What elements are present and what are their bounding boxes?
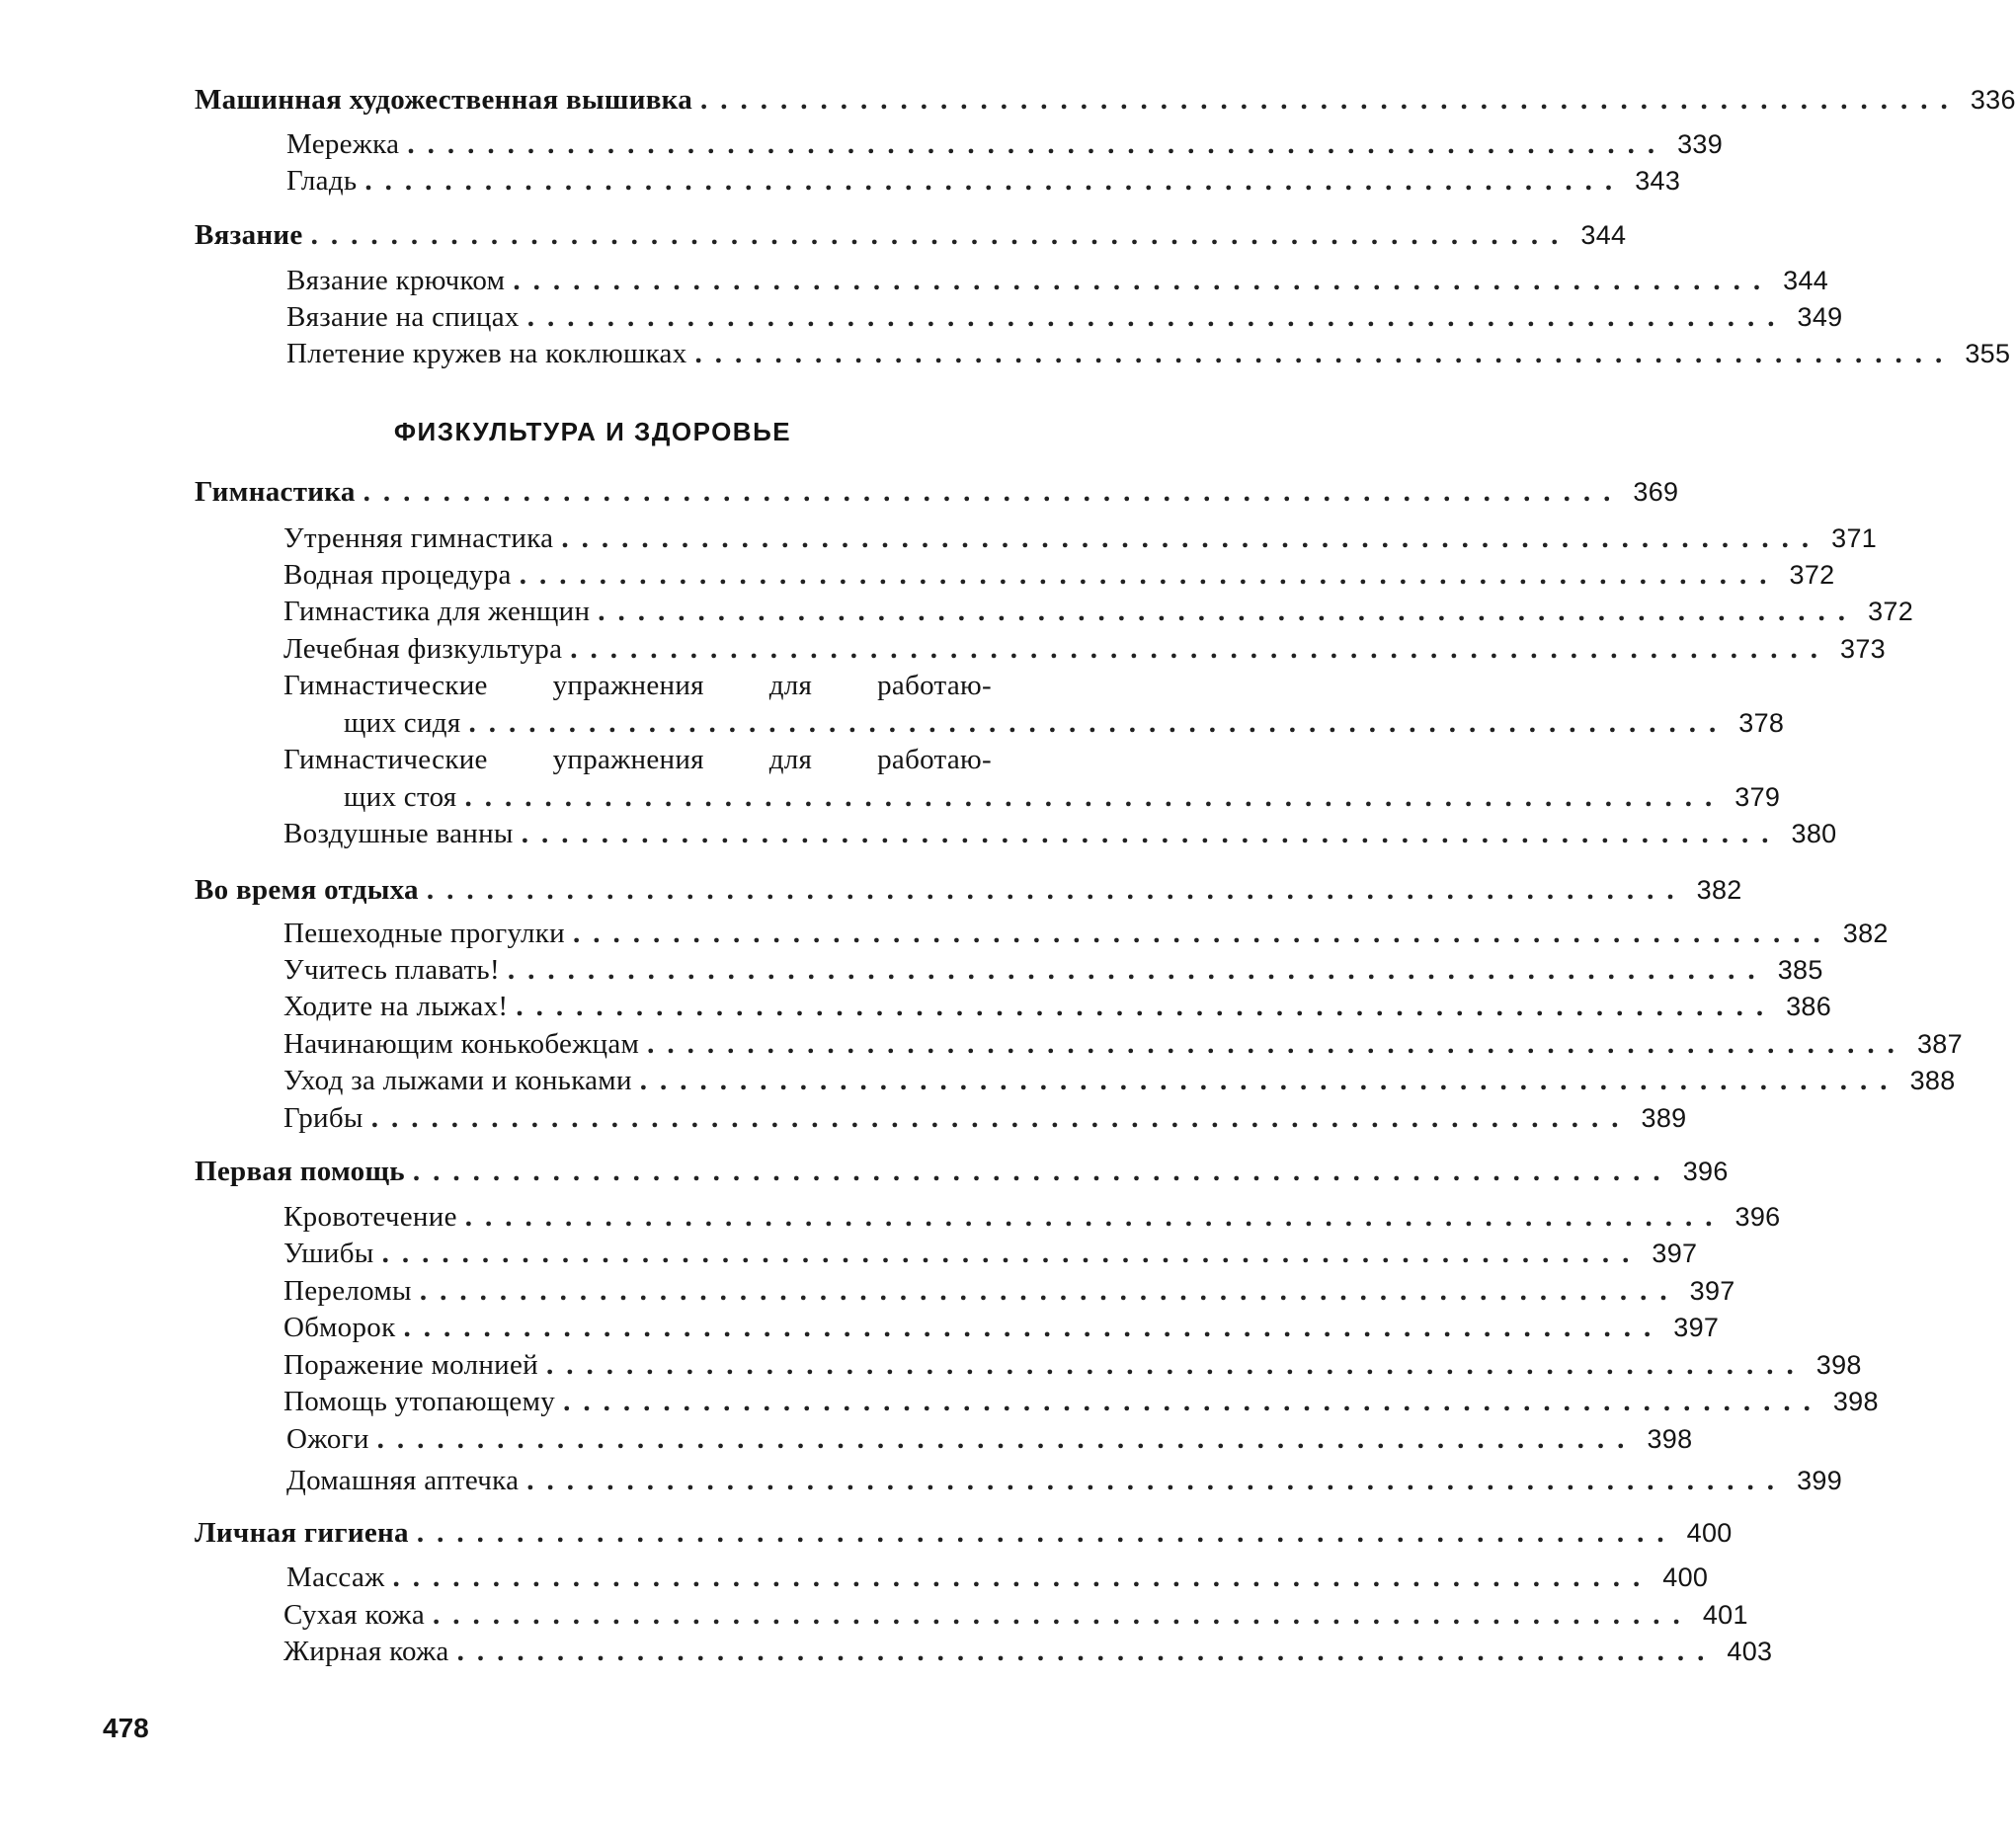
entry-title: Кровотечение (283, 1201, 457, 1233)
entry-title: Лечебная физкультура (283, 633, 563, 665)
toc-subentry (286, 300, 1843, 334)
entry-title: Сухая кожа (283, 1599, 426, 1631)
dot-leader: ............................................................... (519, 559, 1780, 591)
dot-leader: ............................................................... (570, 633, 1830, 665)
toc-subentry (283, 1101, 1687, 1135)
entry-title: Жирная кожа (283, 1636, 449, 1667)
entry-page: 399 (1797, 1466, 1843, 1495)
entry-title: Личная гигиена (195, 1517, 409, 1549)
dot-leader: ............................................................... (573, 918, 1833, 949)
toc-subentry (283, 953, 1823, 987)
entry-title: Утренняя гимнастика (283, 522, 554, 554)
dot-leader: ............................................................... (310, 219, 1572, 251)
entry-title: Гимнастика (195, 476, 356, 508)
toc-subentry-wrapped-line2 (344, 780, 1781, 814)
entry-title: Начинающим конькобежцам (283, 1028, 640, 1060)
dot-leader: ............................................................... (507, 954, 1768, 986)
entry-word: работаю- (877, 744, 992, 775)
entry-page: 372 (1868, 597, 1914, 626)
toc-entry-knitting (195, 218, 1627, 252)
dot-leader: ............................................................... (521, 818, 1782, 849)
toc-subentry (286, 1422, 1693, 1456)
toc-subentry (286, 264, 1829, 297)
toc-subentry (286, 337, 2011, 370)
entry-page: 398 (1815, 1350, 1862, 1380)
toc-subentry (283, 1064, 1956, 1097)
dot-leader: ............................................................... (363, 476, 1624, 508)
entry-title: Уход за лыжами и коньками (283, 1065, 632, 1096)
entry-title: Грибы (283, 1102, 363, 1134)
dot-leader: ............................................................... (598, 596, 1859, 627)
entry-page: 380 (1791, 819, 1837, 848)
entry-title: Гимнастика для женщин (283, 596, 591, 627)
toc-subentry-wrapped-line1 (283, 743, 992, 776)
entry-title: Во время отдыха (195, 874, 419, 906)
dot-leader: ............................................................... (516, 991, 1777, 1022)
entry-page: 400 (1662, 1562, 1709, 1592)
dot-leader: ............................................................... (376, 1423, 1638, 1455)
entry-word: Гимнастические (283, 744, 488, 775)
toc-subentry (283, 917, 1889, 950)
entry-page: 349 (1797, 302, 1843, 332)
entry-title: Водная процедура (283, 559, 512, 591)
dot-leader: ............................................................... (370, 1102, 1632, 1134)
dot-leader: ............................................................... (694, 338, 1956, 369)
dot-leader: ............................................................... (563, 1386, 1823, 1417)
entry-title: щих сидя (344, 707, 461, 739)
dot-leader: ............................................................... (526, 301, 1788, 333)
toc-entry-hygiene (195, 1516, 1733, 1550)
toc-subentry (283, 1027, 1963, 1061)
dot-leader: ............................................................... (464, 1201, 1726, 1233)
toc-subentry (283, 558, 1835, 592)
entry-page: 382 (1696, 875, 1742, 905)
dot-leader: ............................................................... (545, 1349, 1807, 1381)
toc-subentry (286, 127, 1724, 161)
toc-subentry-wrapped-line1 (283, 669, 992, 702)
toc-subentry (283, 817, 1837, 850)
entry-title: Ожоги (286, 1423, 369, 1455)
entry-word: работаю- (877, 670, 992, 701)
dot-leader: ............................................................... (433, 1599, 1693, 1631)
entry-page: 385 (1777, 955, 1823, 985)
toc-subentry (283, 1200, 1781, 1234)
toc-subentry-wrapped-line2 (344, 706, 1785, 740)
toc-subentry (283, 1237, 1698, 1270)
entry-page: 336 (1970, 85, 2016, 115)
entry-title: Вязание крючком (286, 265, 506, 296)
dot-leader: ............................................................... (700, 84, 1961, 116)
entry-page: 387 (1916, 1029, 1963, 1059)
entry-page: 386 (1786, 992, 1832, 1021)
toc-subentry (283, 632, 1886, 666)
toc-subentry (283, 521, 1878, 555)
entry-page: 397 (1652, 1239, 1698, 1268)
entry-page: 388 (1909, 1066, 1956, 1095)
entry-title: Переломы (283, 1275, 412, 1307)
entry-page: 389 (1641, 1103, 1687, 1133)
dot-leader: ............................................................... (468, 707, 1730, 739)
entry-page: 396 (1734, 1202, 1781, 1232)
section-heading: ФИЗКУЛЬТУРА И ЗДОРОВЬЕ (393, 417, 792, 446)
dot-leader: ............................................................... (407, 128, 1668, 160)
entry-page: 400 (1686, 1518, 1733, 1548)
entry-title: Вязание на спицах (286, 301, 520, 333)
entry-page: 339 (1677, 129, 1724, 159)
dot-leader: ............................................................... (526, 1465, 1788, 1496)
entry-page: 396 (1682, 1157, 1729, 1186)
toc-subentry (283, 1635, 1773, 1668)
entry-word: упражнения (552, 744, 704, 775)
toc-entry-rest (195, 873, 1742, 907)
dot-leader: ............................................................... (412, 1156, 1673, 1187)
entry-page: 355 (1965, 339, 2011, 368)
dot-leader: ............................................................... (426, 874, 1687, 906)
entry-title: Гладь (286, 165, 358, 197)
toc-subentry (283, 1274, 1735, 1308)
dot-leader: ............................................................... (513, 265, 1774, 296)
toc-subentry (283, 990, 1832, 1023)
entry-page: 398 (1647, 1424, 1693, 1454)
entry-title: щих стоя (344, 781, 457, 813)
entry-title: Воздушные ванны (283, 818, 514, 849)
entry-title: Мережка (286, 128, 400, 160)
toc-subentry (283, 1348, 1862, 1382)
entry-page: 401 (1702, 1600, 1748, 1630)
entry-page: 343 (1635, 166, 1681, 196)
entry-title: Машинная художественная вышивка (195, 84, 693, 116)
entry-page: 373 (1840, 634, 1886, 664)
entry-word: упражнения (552, 670, 704, 701)
entry-page: 379 (1734, 782, 1781, 812)
entry-title: Помощь утопающему (283, 1386, 556, 1417)
entry-title: Обморок (283, 1312, 396, 1343)
entry-page: 403 (1727, 1637, 1773, 1666)
toc-subentry (286, 1561, 1709, 1594)
entry-word: для (768, 744, 813, 775)
entry-title: Учитесь плавать! (283, 954, 500, 986)
toc-subentry (286, 1464, 1843, 1497)
entry-page: 378 (1738, 708, 1785, 738)
dot-leader: ............................................................... (639, 1065, 1900, 1096)
entry-page: 397 (1673, 1313, 1720, 1342)
toc-subentry (283, 1598, 1748, 1632)
entry-page: 344 (1580, 220, 1627, 250)
toc-subentry (283, 595, 1914, 628)
dot-leader: ............................................................... (416, 1517, 1677, 1549)
entry-title: Ходите на лыжах! (283, 991, 509, 1022)
entry-title: Массаж (286, 1561, 385, 1593)
dot-leader: ............................................................... (464, 781, 1726, 813)
entry-title: Пешеходные прогулки (283, 918, 565, 949)
entry-title: Поражение молнией (283, 1349, 538, 1381)
entry-title: Домашняя аптечка (286, 1465, 520, 1496)
entry-title: Вязание (195, 219, 303, 251)
entry-page: 369 (1633, 477, 1679, 507)
dot-leader: ............................................................... (392, 1561, 1653, 1593)
toc-subentry (283, 1311, 1720, 1344)
toc-subentry (283, 1385, 1879, 1418)
entry-word: Гимнастические (283, 670, 488, 701)
entry-page: 371 (1831, 523, 1878, 553)
entry-page: 372 (1789, 560, 1835, 590)
page-number: 478 (103, 1713, 149, 1743)
toc-entry-gymnastics (195, 475, 1679, 509)
dot-leader: ............................................................... (381, 1238, 1643, 1269)
dot-leader: ............................................................... (364, 165, 1626, 197)
entry-page: 382 (1842, 919, 1889, 948)
entry-title: Плетение кружев на коклюшках (286, 338, 687, 369)
dot-leader: ............................................................... (647, 1028, 1907, 1060)
dot-leader: ............................................................... (403, 1312, 1664, 1343)
entry-title: Первая помощь (195, 1156, 405, 1187)
entry-page: 398 (1832, 1387, 1879, 1416)
toc-entry-machine-embroidery (195, 83, 2016, 117)
dot-leader: ............................................................... (456, 1636, 1718, 1667)
dot-leader: ............................................................... (561, 522, 1822, 554)
toc-entry-first-aid (195, 1155, 1729, 1188)
entry-page: 397 (1689, 1276, 1735, 1306)
entry-word: для (768, 670, 813, 701)
dot-leader: ............................................................... (419, 1275, 1680, 1307)
entry-title: Ушибы (283, 1238, 374, 1269)
entry-page: 344 (1783, 266, 1829, 295)
toc-subentry (286, 164, 1681, 198)
